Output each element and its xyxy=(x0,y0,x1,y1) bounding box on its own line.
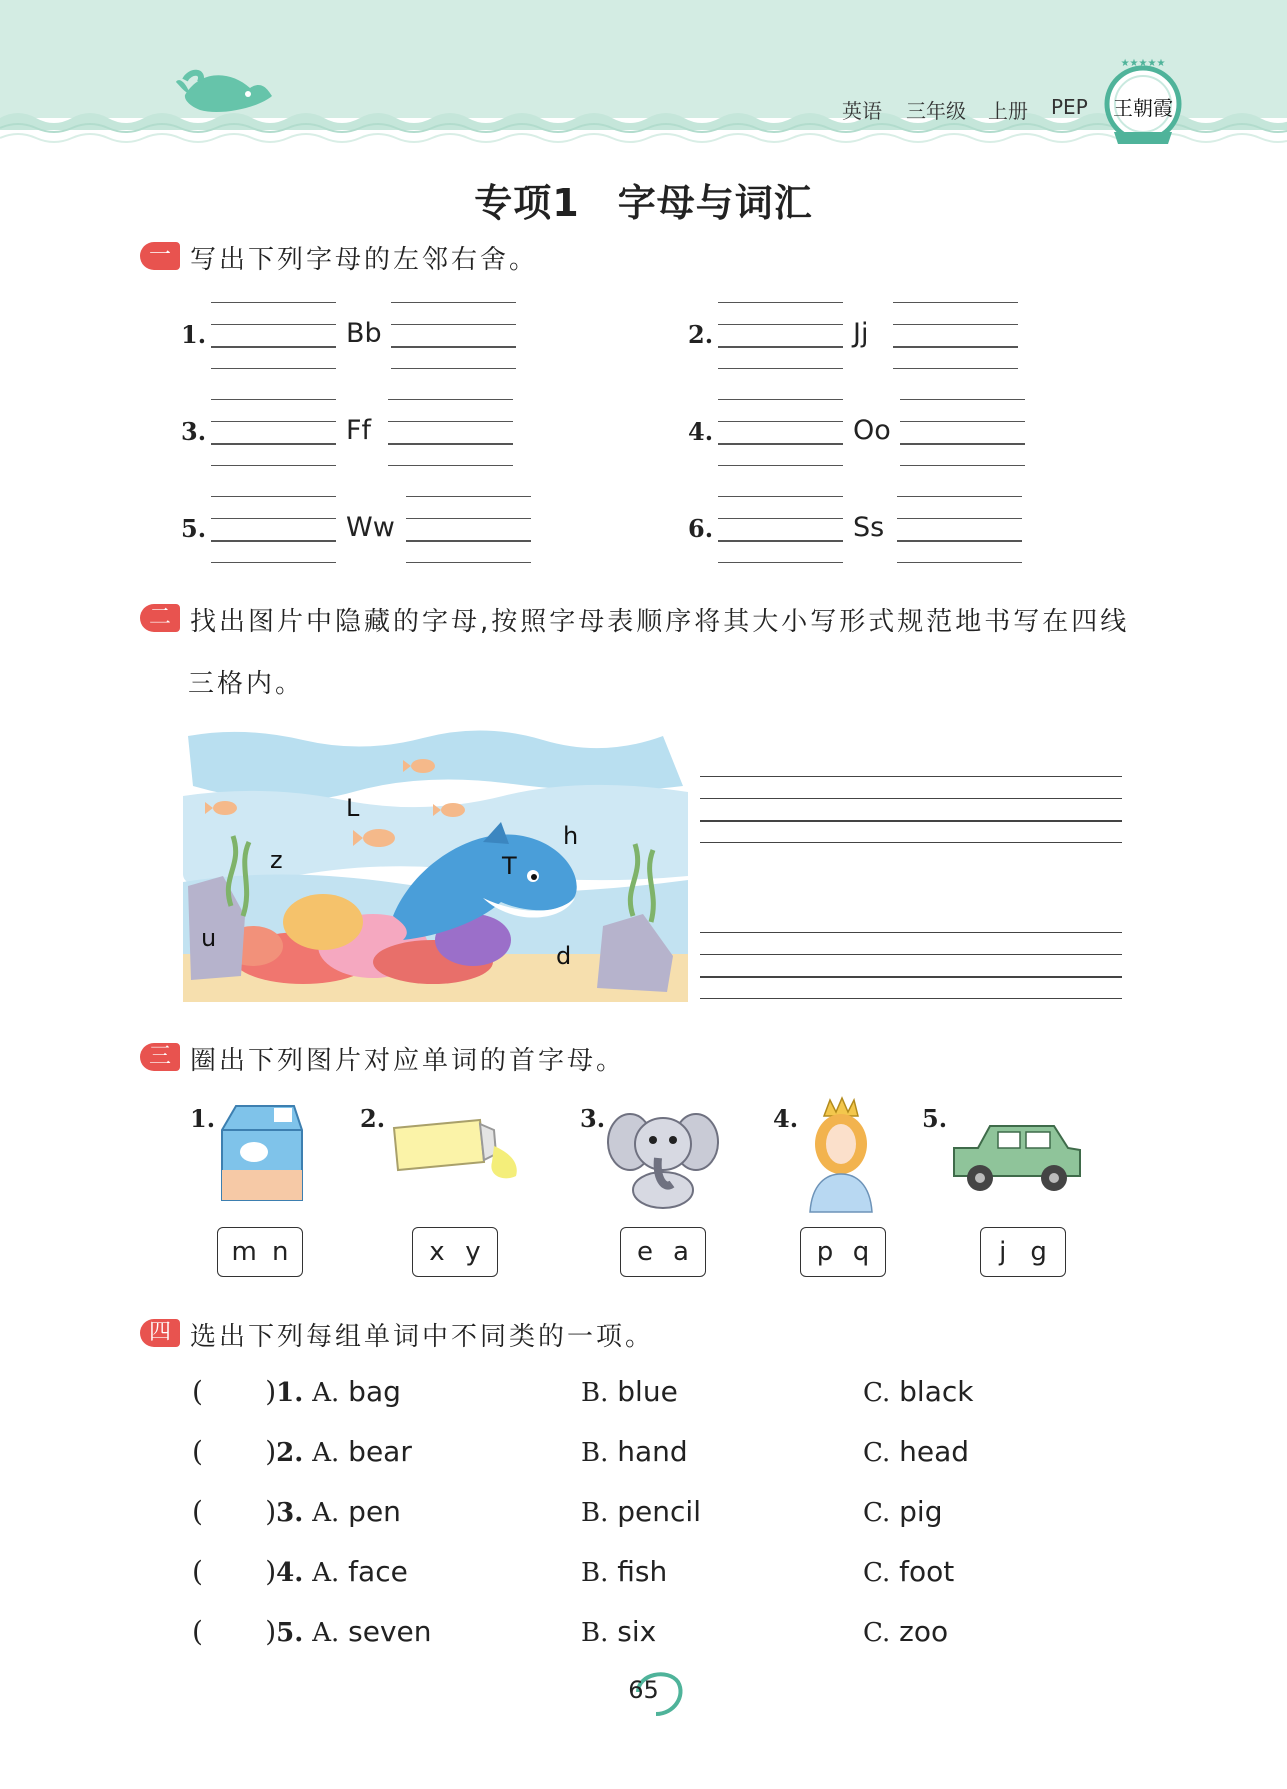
s1-blank-right[interactable] xyxy=(897,496,1022,562)
s1-blank-left[interactable] xyxy=(718,399,843,465)
option-letter[interactable]: y xyxy=(465,1237,481,1267)
option-letter[interactable]: e xyxy=(637,1237,654,1267)
section4-badge: 四 xyxy=(140,1319,180,1347)
s4-row-num: 2. xyxy=(276,1438,304,1468)
s4-option-b: B. pencil xyxy=(581,1495,701,1528)
header-grade: 三年级 xyxy=(906,99,966,123)
glue-tube-icon xyxy=(388,1110,524,1190)
opt-letter-a: A. xyxy=(312,1378,340,1408)
option-letter[interactable]: m xyxy=(231,1237,257,1267)
s1-blank-left[interactable] xyxy=(211,302,336,368)
s1-letters: Ff xyxy=(346,415,372,446)
answer-blank[interactable]: ( ) xyxy=(192,1615,277,1648)
s4-row xyxy=(192,1375,401,1408)
section3-heading xyxy=(140,1040,625,1077)
option-letter[interactable]: a xyxy=(673,1237,689,1267)
section1-instruction: 写出下列字母的左邻右舍。 xyxy=(190,245,539,275)
option-c: pig xyxy=(899,1495,943,1528)
princess-icon xyxy=(796,1094,884,1214)
answer-blank[interactable]: ( ) xyxy=(192,1435,277,1468)
s1-blank-left[interactable] xyxy=(718,496,843,562)
s3-item-num: 4. xyxy=(773,1104,799,1133)
option-b: blue xyxy=(617,1375,678,1408)
option-b: six xyxy=(617,1615,657,1648)
section2-badge: 二 xyxy=(140,604,180,632)
hidden-letter: L xyxy=(346,794,360,822)
hidden-letter: h xyxy=(563,822,579,850)
opt-letter-a: A. xyxy=(312,1558,340,1588)
hidden-letter: u xyxy=(201,924,217,952)
section4-heading xyxy=(140,1316,654,1353)
header-volume: 上册 xyxy=(988,99,1028,123)
s4-option-c: C. head xyxy=(863,1435,970,1468)
s3-options-box[interactable] xyxy=(217,1227,303,1277)
s4-row xyxy=(192,1615,432,1648)
page-title xyxy=(0,172,1287,227)
s4-row xyxy=(192,1435,412,1468)
brand-badge xyxy=(1104,58,1182,150)
option-c: zoo xyxy=(899,1615,949,1648)
header-band xyxy=(0,0,1287,150)
section2-instruction-line2: 三格内。 xyxy=(188,669,305,699)
s3-options-box[interactable] xyxy=(980,1227,1066,1277)
s1-item-num: 1. xyxy=(181,320,207,349)
s1-letters: Bb xyxy=(346,318,382,349)
jeep-icon xyxy=(948,1120,1084,1196)
s4-row-num: 5. xyxy=(276,1618,304,1648)
s1-blank-left[interactable] xyxy=(211,399,336,465)
s3-options-box[interactable] xyxy=(412,1227,498,1277)
opt-letter-a: A. xyxy=(312,1498,340,1528)
header-subject: 英语 xyxy=(842,99,882,123)
s4-row xyxy=(192,1555,408,1588)
s4-option-c: C. foot xyxy=(863,1555,955,1588)
answer-blank[interactable]: ( ) xyxy=(192,1495,277,1528)
s1-blank-left[interactable] xyxy=(718,302,843,368)
s1-blank-right[interactable] xyxy=(406,496,531,562)
option-letter[interactable]: p xyxy=(816,1237,834,1267)
section1-badge: 一 xyxy=(140,242,180,270)
opt-letter-a: A. xyxy=(312,1438,340,1468)
s4-option-b: B. fish xyxy=(581,1555,668,1588)
option-b: hand xyxy=(617,1435,688,1468)
section2-instruction-line1: 找出图片中隐藏的字母,按照字母表顺序将其大小写形式规范地书写在四线 xyxy=(190,607,1130,637)
s4-row xyxy=(192,1495,401,1528)
option-letter[interactable]: q xyxy=(852,1237,870,1267)
s4-row-num: 4. xyxy=(276,1558,304,1588)
s1-letters: Ww xyxy=(346,512,395,543)
answer-blank[interactable]: ( ) xyxy=(192,1375,277,1408)
opt-letter-a: A. xyxy=(312,1618,340,1648)
s1-item-num: 6. xyxy=(688,514,714,543)
option-c: black xyxy=(899,1375,974,1408)
option-c: foot xyxy=(899,1555,955,1588)
s3-item-num: 1. xyxy=(190,1104,216,1133)
underwater-scene xyxy=(183,726,688,1002)
s1-letters: Ss xyxy=(853,512,885,543)
s1-blank-right[interactable] xyxy=(388,399,513,465)
s1-blank-right[interactable] xyxy=(900,399,1025,465)
s1-blank-left[interactable] xyxy=(211,496,336,562)
option-b: fish xyxy=(617,1555,668,1588)
s1-item-num: 4. xyxy=(688,417,714,446)
title-part2: 字母与词汇 xyxy=(617,181,813,225)
section4-instruction: 选出下列每组单词中不同类的一项。 xyxy=(190,1322,655,1352)
svg-text:★★★★★: ★★★★★ xyxy=(1120,58,1166,69)
s4-option-b: B. six xyxy=(581,1615,657,1648)
s1-blank-right[interactable] xyxy=(391,302,516,368)
option-a: seven xyxy=(348,1615,432,1648)
page-number: 65 xyxy=(628,1676,659,1704)
s1-item-num: 3. xyxy=(181,417,207,446)
s4-option-b: B. hand xyxy=(581,1435,688,1468)
option-letter[interactable]: x xyxy=(429,1237,445,1267)
milk-carton-icon xyxy=(214,1100,306,1206)
option-a: face xyxy=(348,1555,408,1588)
section2-heading xyxy=(140,601,1129,638)
writing-lines[interactable] xyxy=(700,776,1122,842)
option-a: pen xyxy=(348,1495,401,1528)
option-a: bag xyxy=(348,1375,401,1408)
option-letter[interactable]: j xyxy=(999,1237,1007,1267)
writing-lines[interactable] xyxy=(700,932,1122,998)
s1-letters: Jj xyxy=(853,318,869,349)
s4-option-b: B. blue xyxy=(581,1375,678,1408)
s1-blank-right[interactable] xyxy=(893,302,1018,368)
hidden-letter: d xyxy=(556,942,572,970)
option-b: pencil xyxy=(617,1495,701,1528)
s4-option-c: C. zoo xyxy=(863,1615,949,1648)
answer-blank[interactable]: ( ) xyxy=(192,1555,277,1588)
s3-options-box[interactable] xyxy=(800,1227,886,1277)
s1-letters: Oo xyxy=(853,415,891,446)
s4-option-c: C. pig xyxy=(863,1495,943,1528)
s4-row-num: 1. xyxy=(276,1378,304,1408)
section1-heading xyxy=(140,239,538,276)
s4-row-num: 3. xyxy=(276,1498,304,1528)
s4-option-c: C. black xyxy=(863,1375,974,1408)
option-a: bear xyxy=(348,1435,412,1468)
elephant-icon xyxy=(606,1098,720,1212)
s1-item-num: 2. xyxy=(688,320,714,349)
s3-item-num: 5. xyxy=(922,1104,948,1133)
s1-item-num: 5. xyxy=(181,514,207,543)
option-c: head xyxy=(899,1435,970,1468)
option-letter[interactable]: g xyxy=(1030,1237,1047,1267)
hidden-letter: z xyxy=(270,846,283,874)
s3-options-box[interactable] xyxy=(620,1227,706,1277)
section3-instruction: 圈出下列图片对应单词的首字母。 xyxy=(190,1046,626,1076)
s3-item-num: 3. xyxy=(580,1104,606,1133)
s3-item-num: 2. xyxy=(360,1104,386,1133)
brand-name: 王朝霞 xyxy=(1113,96,1173,120)
section3-badge: 三 xyxy=(140,1043,180,1071)
title-part1: 专项1 xyxy=(474,181,580,225)
hidden-letter: T xyxy=(502,852,517,880)
header-edition: PEP xyxy=(1051,95,1088,119)
option-letter[interactable]: n xyxy=(271,1237,289,1267)
